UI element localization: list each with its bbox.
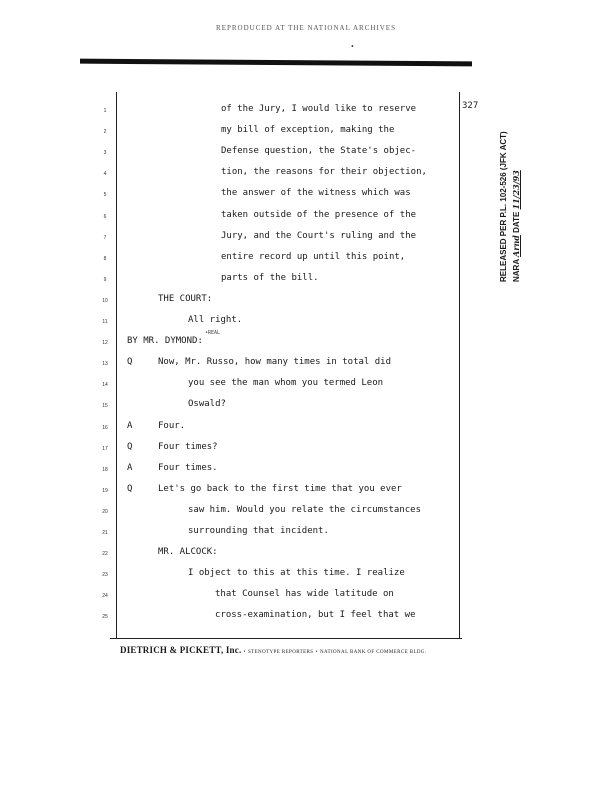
release-stamp-initials: Arnd	[511, 235, 521, 257]
transcript-line	[0, 378, 612, 396]
transcript-line	[0, 547, 612, 565]
qa-marker: A	[127, 420, 133, 431]
line-number: 25	[102, 614, 108, 621]
line-text: tion, the reasons for their objection,	[221, 167, 427, 178]
line-number: 14	[102, 382, 108, 389]
line-text: Let's go back to the first time that you ever	[158, 483, 402, 494]
line-number: 5	[103, 192, 107, 199]
line-text: my bill of exception, making the	[221, 125, 395, 136]
line-text: I object to this at this time. I realize	[188, 568, 405, 579]
line-number: 17	[102, 445, 108, 452]
transcript-line	[0, 336, 612, 354]
transcript-line	[0, 442, 612, 460]
transcript-line	[0, 294, 612, 312]
line-number: 12	[102, 340, 108, 347]
line-text: saw him. Would you relate the circumstances	[188, 504, 421, 515]
transcript-line	[0, 463, 612, 481]
line-number: 8	[103, 255, 107, 262]
transcript-line	[0, 484, 612, 502]
line-text: Jury, and the Court's ruling and the	[221, 230, 417, 241]
line-text: Four times.	[158, 462, 218, 473]
line-number: 15	[102, 403, 108, 410]
line-text: All right.	[188, 315, 243, 325]
transcript-line	[0, 357, 612, 375]
footer-firm: DIETRICH & PICKETT, Inc.	[120, 645, 242, 655]
line-number: 16	[102, 424, 108, 431]
transcript-line	[0, 315, 612, 333]
line-text: cross-examination, but I feel that we	[215, 610, 416, 621]
scan-speck: •	[351, 42, 354, 51]
qa-marker: Q	[127, 441, 133, 452]
release-stamp-nara: NARA	[512, 259, 521, 282]
line-text: Defense question, the State's objec-	[221, 146, 417, 157]
line-text: Four times?	[158, 441, 218, 452]
line-text: that Counsel has wide latitude on	[215, 589, 394, 600]
line-number: 23	[102, 572, 108, 579]
line-number: 11	[102, 319, 108, 325]
line-text: entire record up until this point,	[221, 251, 406, 262]
line-number: 6	[103, 213, 107, 220]
line-number: 1	[103, 108, 107, 114]
page-number: 327	[462, 101, 479, 111]
line-number: 21	[102, 530, 108, 536]
qa-marker: Q	[127, 483, 133, 494]
archive-header: REPRODUCED AT THE NATIONAL ARCHIVES	[216, 24, 396, 32]
transcript-line	[0, 505, 612, 523]
transcript-line	[0, 589, 612, 607]
line-number: 2	[103, 129, 107, 136]
line-text: you see the man whom you termed Leon	[188, 378, 384, 389]
line-number: 9	[103, 276, 107, 283]
line-text: MR. ALCOCK:	[158, 547, 218, 558]
footer-sep-2: •	[315, 650, 318, 655]
transcript-line	[0, 568, 612, 586]
qa-marker: A	[127, 462, 133, 473]
line-number: 7	[103, 234, 107, 241]
transcript-line	[0, 104, 612, 122]
reporter-footer	[120, 645, 427, 655]
margin-annotation: •REAL	[205, 330, 221, 336]
line-text: THE COURT:	[158, 293, 213, 304]
qa-marker: Q	[127, 357, 133, 368]
line-text: taken outside of the presence of the	[221, 209, 417, 220]
line-number: 22	[102, 551, 108, 558]
top-rule	[80, 59, 472, 67]
transcript-line	[0, 421, 612, 439]
line-text: Oswald?	[188, 399, 226, 410]
line-number: 19	[102, 487, 108, 494]
line-number: 20	[102, 508, 108, 515]
release-stamp-date: 11/23/93	[511, 170, 521, 210]
release-stamp-line2	[510, 131, 523, 282]
line-number: 10	[102, 297, 108, 304]
release-stamp-line1: RELEASED PER P.L. 102-526 (JFK ACT)	[499, 131, 508, 282]
line-number: 4	[103, 171, 107, 178]
release-stamp	[498, 131, 523, 282]
release-stamp-date-label: DATE	[512, 211, 521, 233]
line-text: Four.	[158, 420, 186, 431]
line-text: surrounding that incident.	[188, 526, 329, 536]
line-number: 3	[103, 150, 107, 157]
line-number: 18	[102, 466, 108, 473]
footer-tag-bank: NATIONAL BANK OF COMMERCE BLDG.	[320, 650, 427, 655]
footer-tag-stenotype: STENOTYPE REPORTERS	[247, 650, 314, 655]
line-text: Now, Mr. Russo, how many times in total did	[158, 357, 391, 368]
transcript-line	[0, 526, 612, 544]
frame-bottom-border	[110, 638, 462, 639]
line-number: 24	[102, 593, 108, 600]
transcript-line	[0, 610, 612, 628]
line-text: the answer of the witness which was	[221, 188, 411, 199]
line-number: 13	[102, 361, 108, 368]
line-text: of the Jury, I would like to reserve	[221, 104, 417, 114]
transcript-line	[0, 399, 612, 417]
line-text: parts of the bill.	[221, 272, 319, 283]
line-text: BY MR. DYMOND:	[127, 336, 203, 347]
footer-sep-1: •	[243, 650, 246, 655]
